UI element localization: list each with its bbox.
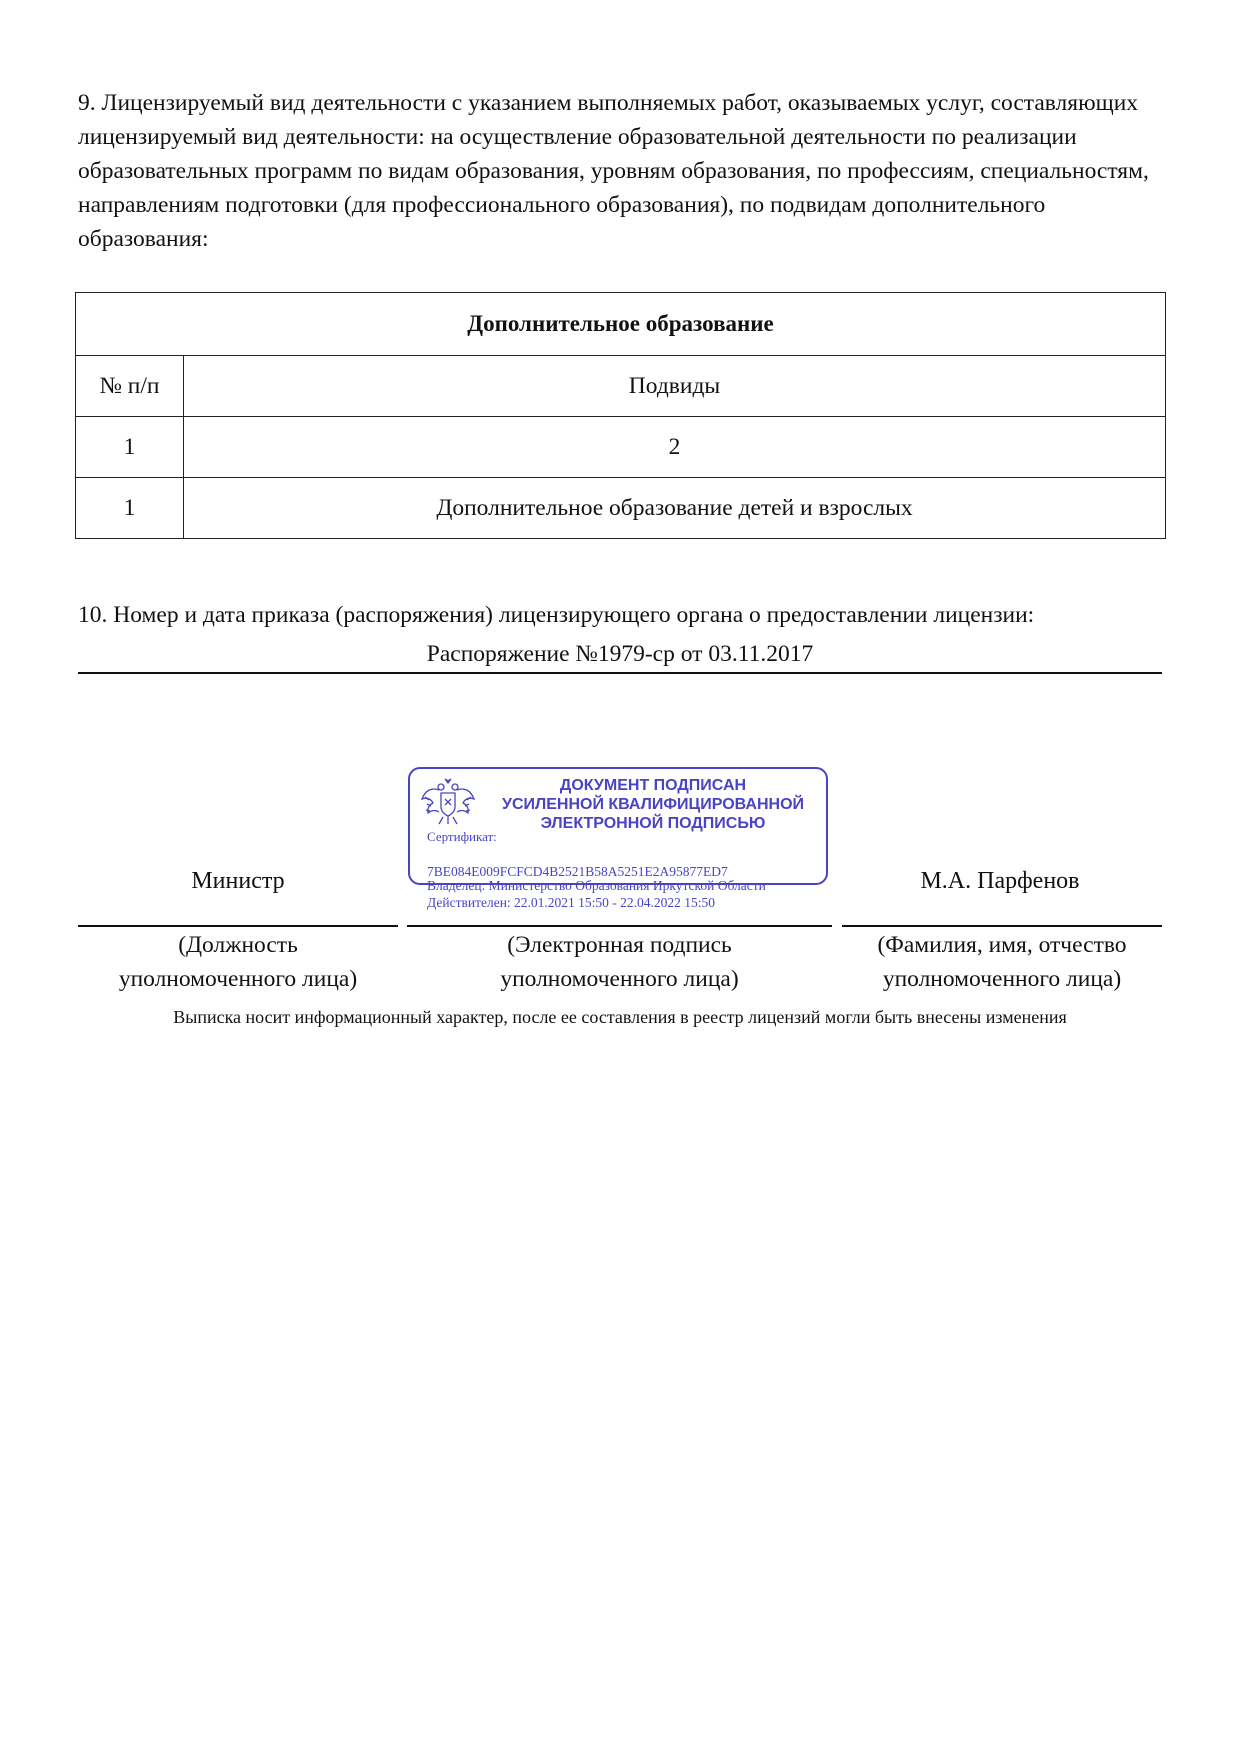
name-line [842,925,1162,927]
stamp-owner: Владелец: Министерство Образования Иркутской Области [427,878,766,893]
table-header-row [76,356,1166,417]
stamp-owner-block [427,877,766,911]
stamp-validity: Действителен: 22.01.2021 15:50 - 22.04.2022 15:50 [427,895,716,910]
signature-caption [407,928,832,996]
signer-position: Министр [191,868,285,894]
position-caption-line-1: (Должность [178,932,298,958]
name-caption-line-2: уполномоченного лица) [882,966,1122,992]
signature-line [407,925,832,927]
stamp-certificate-label: Сертификат: [427,829,497,844]
signature-caption-line-2: уполномоченного лица) [500,966,739,992]
footnote: Выписка носит информационный характер, после ее составления в реестр лицензий могли быть внесены изменения [173,1007,1067,1027]
section-9-text: 9. Лицензируемый вид деятельности с указанием выполняемых работ, оказываемых услуг, составляющих лицензируемый вид деятельности: на осуществление образовательной деятельности по реализации образовательных программ по видам образования, уровням образования, по профессиям, специальностям, направлениям подготовки (для профессионального образования), по подвидам дополнительного образования: [78,90,1149,252]
section-10-text: 10. Номер и дата приказа (распоряжения) лицензирующего органа о предоставлении лицензии: [78,602,1035,628]
table-title-row [76,293,1166,356]
electronic-signature-stamp [408,767,828,885]
name-caption-line-1: (Фамилия, имя, отчество [877,932,1127,958]
row-subtype: Дополнительное образование детей и взрослых [184,478,1166,539]
position-caption-line-2: уполномоченного лица) [118,966,358,992]
russian-coat-of-arms-icon [419,777,477,827]
stamp-certificate-id: 7BE084E009FCFCD4B2521B58A5251E2A95877ED7 [427,864,728,879]
column-header-subtypes: Подвиды [184,356,1166,417]
column-header-number: № п/п [76,356,184,417]
signer-name: М.А. Парфенов [920,868,1080,894]
column-number-1: 1 [76,417,184,478]
table-row [76,478,1166,539]
name-caption [842,928,1162,996]
table-column-numbers-row [76,417,1166,478]
licence-table [75,292,1166,539]
position-line [78,925,398,927]
order-reference: Распоряжение №1979-ср от 03.11.2017 [78,636,1162,674]
position-caption [78,928,398,996]
signature-caption-line-1: (Электронная подпись [507,932,732,958]
column-number-2: 2 [184,417,1166,478]
stamp-title-line-3: ЭЛЕКТРОННОЙ ПОДПИСЬЮ [540,815,766,832]
table-title: Дополнительное образование [76,293,1166,356]
stamp-title [488,776,818,833]
row-number: 1 [76,478,184,539]
stamp-title-line-2: УСИЛЕННОЙ КВАЛИФИЦИРОВАННОЙ [501,796,805,813]
stamp-title-line-1: ДОКУМЕНТ ПОДПИСАН [559,777,747,794]
